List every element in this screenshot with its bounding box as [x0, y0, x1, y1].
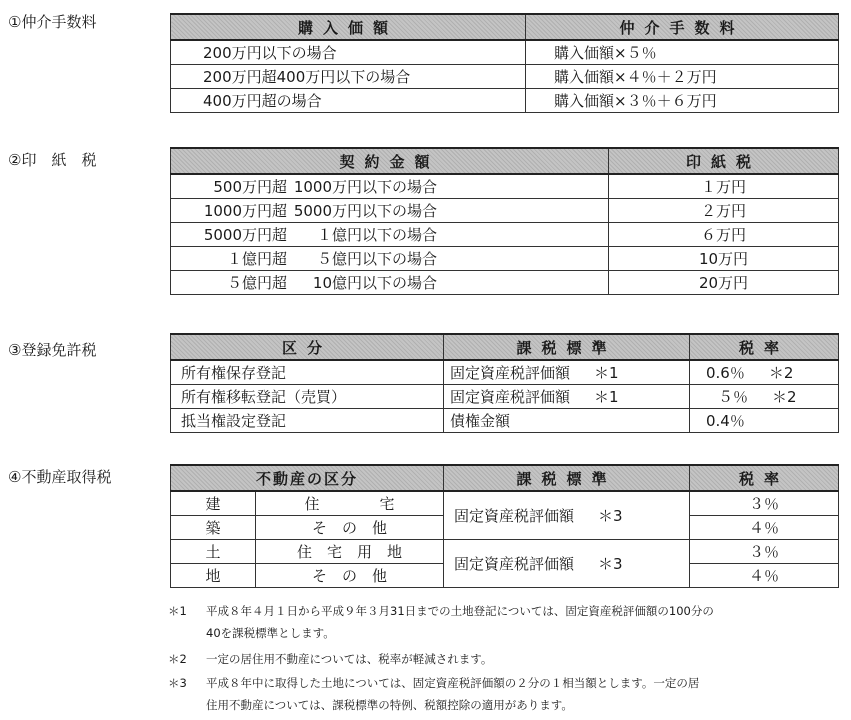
- footnote-line: 平成８年４月１日から平成９年３月31日までの土地登記については、固定資産税評価額の100分の: [206, 604, 714, 618]
- group-label-building-char-2: 築: [171, 515, 256, 539]
- stamp-tax-cell: 20万円: [609, 270, 839, 294]
- tax-base-cell: [444, 491, 690, 539]
- footnote-text: [206, 672, 846, 716]
- acquisition-tax-table: [170, 464, 839, 588]
- group-label-building-char-1: 建: [171, 491, 256, 515]
- tax-rate-text: ５％: [718, 387, 749, 406]
- tax-base-text: 固定資産税評価額: [454, 554, 575, 573]
- price-range-cell: 200万円超400万円以下の場合: [171, 64, 526, 88]
- tax-base-cell: [444, 408, 690, 432]
- fee-cell: 購入価額×５％: [526, 40, 839, 64]
- table-row: [171, 491, 839, 515]
- tax-rate-cell: ４％: [690, 515, 839, 539]
- header-category: 区分: [171, 334, 444, 360]
- table-header-row: [171, 334, 839, 360]
- table-row: [171, 222, 839, 246]
- table-row: [171, 88, 839, 112]
- contract-amount-cell: [171, 222, 609, 246]
- amount-lower: 5000万円超: [203, 225, 287, 244]
- contract-amount-cell: [171, 270, 609, 294]
- tax-base-text: 債権金額: [450, 411, 511, 430]
- table-row: [171, 270, 839, 294]
- stamp-tax-cell: 10万円: [609, 246, 839, 270]
- footnote-mark: ＊1: [168, 604, 187, 618]
- price-range-cell: 400万円超の場合: [171, 88, 526, 112]
- header-tax-rate: 税率: [690, 465, 839, 491]
- tax-base-text: 固定資産税評価額: [454, 506, 575, 525]
- footnote-ref: ＊2: [772, 387, 797, 406]
- registration-tax-table: [170, 333, 839, 433]
- contract-amount-cell: [171, 246, 609, 270]
- fee-cell: 購入価額×３％＋６万円: [526, 88, 839, 112]
- amount-upper: ５億円以下の場合: [316, 249, 437, 268]
- tax-rate-cell: ４％: [690, 563, 839, 587]
- table-row: [171, 40, 839, 64]
- amount-upper: 5000万円以下の場合: [293, 201, 437, 220]
- section-1-label: ①仲介手数料: [8, 13, 97, 31]
- table-row: [171, 408, 839, 432]
- table-row: [171, 174, 839, 198]
- amount-upper: 1000万円以下の場合: [293, 177, 437, 196]
- tax-base-cell: [444, 539, 690, 587]
- footnote-ref: ＊2: [768, 363, 794, 382]
- footnote-line: 平成８年中に取得した土地については、固定資産税評価額の２分の１相当額とします。一定の居: [206, 676, 700, 690]
- fee-cell: 購入価額×４％＋２万円: [526, 64, 839, 88]
- category-cell: 抵当権設定登記: [171, 408, 444, 432]
- tax-rate-cell: ３％: [690, 539, 839, 563]
- section-4-label: ④不動産取得税: [8, 468, 112, 486]
- section-3-label: ③登録免許税: [8, 341, 97, 359]
- footnote-ref: ＊3: [598, 506, 623, 525]
- table-row: [171, 198, 839, 222]
- section-2-label: ②印 紙 税: [8, 151, 97, 169]
- category-cell: 所有権移転登記（売買）: [171, 384, 444, 408]
- stamp-tax-table: [170, 147, 839, 295]
- table-row: [171, 539, 839, 563]
- table-header-row: [171, 14, 839, 40]
- footnote-2: [168, 648, 848, 672]
- contract-amount-cell: [171, 198, 609, 222]
- tax-rate-cell: [690, 360, 839, 384]
- footnote-ref: ＊3: [598, 554, 623, 573]
- footnote-mark: ＊2: [168, 652, 187, 666]
- header-tax-base: 課税標準: [444, 465, 690, 491]
- stamp-tax-cell: ２万円: [609, 198, 839, 222]
- property-type-cell: そ の 他: [256, 563, 444, 587]
- category-cell: 所有権保存登記: [171, 360, 444, 384]
- stamp-tax-cell: ６万円: [609, 222, 839, 246]
- price-range-cell: 200万円以下の場合: [171, 40, 526, 64]
- amount-upper: 10億円以下の場合: [312, 273, 437, 292]
- footnote-mark: ＊3: [168, 676, 187, 690]
- footnote-text: [206, 600, 846, 644]
- tax-rate-text: 0.6％: [706, 363, 745, 382]
- tax-rate-cell: ３％: [690, 491, 839, 515]
- table-row: [171, 246, 839, 270]
- tax-base-cell: [444, 384, 690, 408]
- property-type-cell: そ の 他: [256, 515, 444, 539]
- tax-rate-cell: [690, 384, 839, 408]
- amount-lower: 500万円超: [213, 177, 287, 196]
- amount-lower: 1000万円超: [203, 201, 287, 220]
- header-purchase-price: 購入価額: [171, 14, 526, 40]
- amount-lower: １億円超: [226, 249, 287, 268]
- amount-upper: １億円以下の場合: [316, 225, 437, 244]
- group-label-land-char-2: 地: [171, 563, 256, 587]
- footnote-3: [168, 672, 848, 718]
- contract-amount-cell: [171, 174, 609, 198]
- footnote-ref: ＊1: [594, 363, 619, 382]
- tax-base-text: 固定資産税評価額: [450, 387, 571, 406]
- table-row: [171, 360, 839, 384]
- header-contract-amount: 契約金額: [171, 148, 609, 174]
- footnote-ref: ＊1: [594, 387, 619, 406]
- tax-rate-text: 0.4％: [706, 411, 745, 430]
- footnote-text: [206, 648, 846, 670]
- tax-base-text: 固定資産税評価額: [450, 363, 571, 382]
- table-row: [171, 384, 839, 408]
- table-header-row: [171, 148, 839, 174]
- group-label-land-char-1: 土: [171, 539, 256, 563]
- tax-base-cell: [444, 360, 690, 384]
- brokerage-fee-table: [170, 13, 839, 113]
- table-row: [171, 64, 839, 88]
- footnote-1: [168, 600, 848, 648]
- header-brokerage-fee: 仲介手数料: [526, 14, 839, 40]
- header-tax-rate: 税率: [690, 334, 839, 360]
- footnote-line: 40を課税標準とします。: [206, 626, 335, 640]
- property-type-cell: 住 宅: [256, 491, 444, 515]
- footnote-line: 住用不動産については、課税標準の特例、税額控除の適用があります。: [206, 698, 573, 712]
- tax-rate-cell: [690, 408, 839, 432]
- header-stamp-tax: 印紙税: [609, 148, 839, 174]
- table-header-row: [171, 465, 839, 491]
- footnote-line: 一定の居住用不動産については、税率が軽減されます。: [206, 652, 493, 666]
- property-type-cell: 住 宅 用 地: [256, 539, 444, 563]
- amount-lower: ５億円超: [226, 273, 287, 292]
- header-tax-base: 課税標準: [444, 334, 690, 360]
- stamp-tax-cell: １万円: [609, 174, 839, 198]
- header-property-type: 不動産の区分: [171, 465, 444, 491]
